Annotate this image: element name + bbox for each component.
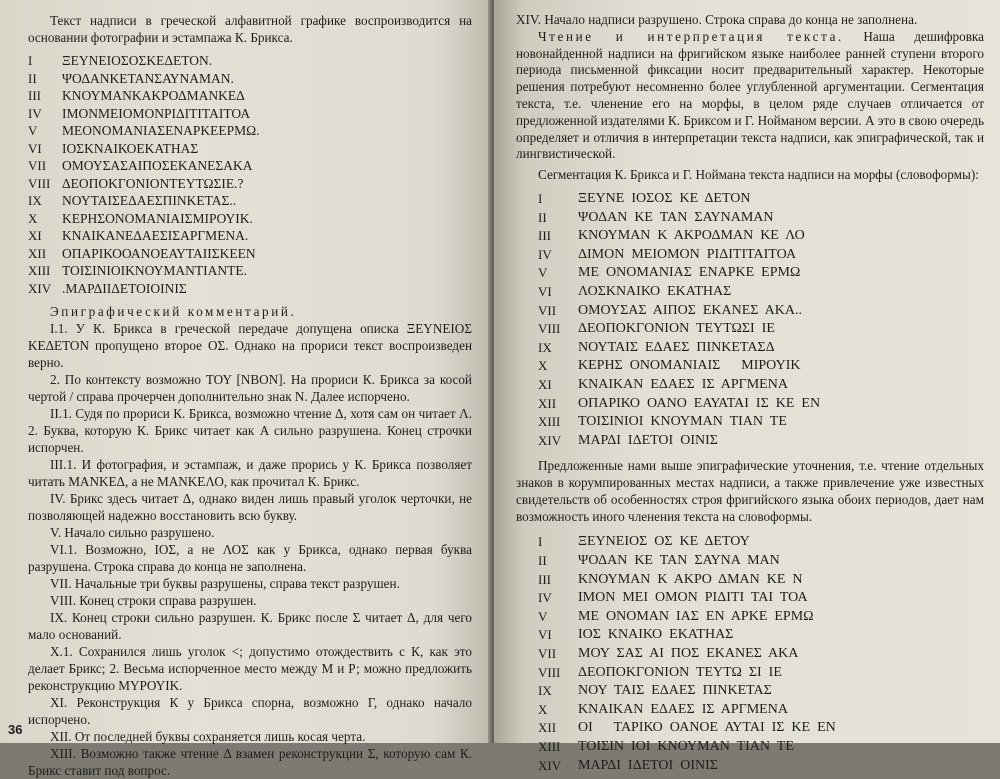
line-text: ΜΑΡΔΙ ΙΔΕΤΟΙ ΟΙΝΙΣ (578, 757, 718, 773)
greek-line (28, 192, 472, 210)
line-number: VIII (538, 664, 561, 680)
line-number: V (28, 123, 38, 138)
comment-paragraph: III.1. И фотография, и эстампаж, и даже прорись у К. Брикса позволяет читать ΜΑΝΚΕΔ, а не ΜΑΝΚΕΛΟ, как прочитал К. Брикс. (28, 457, 472, 489)
greek-line (28, 140, 472, 158)
segmentation-line (538, 209, 984, 228)
segmentation-intro: Сегментация К. Брикса и Г. Ноймана текста надписи на морфы (словоформы): (538, 167, 979, 183)
line-text: ΞΕΥΝΕΙΟΣΟΣΚΕΔΕΤΟΝ. (62, 53, 213, 68)
line-number: IV (28, 105, 42, 121)
line-number: XIV (538, 757, 562, 773)
line-text: ΨΟΔΑΝ ΚΕ ΤΑΝ ΣΑΥΝΑ ΜΑΝ (578, 553, 780, 569)
line-number: II (28, 70, 37, 86)
page-number: 36 (8, 722, 23, 737)
line-text: ΟΙ ΤΑΡΙΚΟ ΟΑΝΟΕ ΑΥΤΑΙ ΙΣ ΚΕ ΕΝ (578, 720, 836, 736)
line-number: X (538, 358, 548, 374)
comment-paragraph: VI.1. Возможно, ΙΟΣ, а не ΛΟΣ как у Брикса, однако первая буква разрушена. Строка справа до конца не заполнена. (28, 542, 472, 574)
comment-paragraph: I.1. У К. Брикса в греческой передаче допущена описка ΞΕΥΝΕΙΟΣ ΚΕΔΕΤΟΝ пропущено второе ΟΣ. Однако на прориси текст воспроизведен верно. (28, 321, 472, 370)
line-text: ΚΝΑΙΚΑΝ ΕΔΑΕΣ ΙΣ ΑΡΓΜΕΝΑ (578, 701, 788, 717)
line-text: ΟΠΑΡΙΚΟ ΟΑΝΟ ΕΑΥΑΤΑΙ ΙΣ ΚΕ ΕΝ (578, 395, 821, 411)
line-text: ΚΕΡΗΣ ΟΝΟΜΑΝΙΑΙΣ ΜΙΡΟΥΙΚ (578, 358, 801, 374)
line-number: II (538, 553, 547, 569)
line-text: ΟΜΟΥΣΑΣΑΙΠΟΣΕΚΑΝΕΣΑΚΑ (62, 158, 253, 173)
line-number: VII (538, 302, 557, 318)
segmentation-line (538, 757, 984, 776)
line-text: .ΜΑΡΔΙΙΔΕΤΟΙΟΙΝΙΣ (62, 280, 187, 296)
greek-line (28, 280, 472, 298)
greek-line (28, 87, 472, 105)
intro-paragraph: Текст надписи в греческой алфавитной графике воспроизводится на основании фотографии и эстампажа К. Брикса. (28, 13, 472, 45)
line-number: IX (538, 339, 552, 355)
comment-paragraph: XIII. Возможно также чтение Δ взамен реконструкции Σ, которую сам К. Брикс ставит под вопрос. (28, 746, 472, 778)
line-number: IV (538, 590, 552, 606)
segmentation-line (538, 608, 984, 627)
left-page (0, 0, 492, 778)
line-text: ΚΝΑΙΚΑΝΕΔΑΕΣΙΣΑΡΓΜΕΝΑ. (62, 228, 249, 243)
line-number: VII (28, 158, 47, 173)
greek-line (28, 245, 472, 263)
line-number: III (28, 88, 41, 103)
segmentation-line (538, 589, 984, 608)
segmentation-line (538, 283, 984, 302)
line-number: X (538, 701, 548, 717)
segmentation-line (538, 339, 984, 358)
line-number: I (538, 534, 543, 550)
comment-paragraph: 2. По контексту возможно ΤΟΥ [ΝΒΟΝ]. На прориси К. Брикса за косой чертой / справа прочерчен дополнительно знак Ν. Далее испорчено. (28, 372, 472, 404)
segmentation-line (538, 376, 984, 395)
epigraphic-comments (28, 320, 472, 779)
segmentation-line (538, 701, 984, 720)
greek-line (28, 227, 472, 245)
comment-paragraph: XI. Реконструкция К у Брикса спорна, возможно Г, однако начало испорчено. (28, 695, 472, 727)
line-text: ΨΟΔΑΝ ΚΕ ΤΑΝ ΣΑΥΝΑΜΑΝ (578, 209, 774, 225)
line-number: VI (28, 140, 42, 156)
line-text: ΜΑΡΔΙ ΙΔΕΤΟΙ ΟΙΝΙΣ (578, 432, 718, 448)
segmentation-list-proposed (538, 533, 984, 775)
segmentation-line (538, 357, 984, 376)
segmentation-line (538, 719, 984, 738)
line-number: I (538, 190, 543, 206)
segmentation-line (538, 664, 984, 683)
greek-line (28, 52, 472, 70)
reading-paragraph (516, 29, 984, 163)
right-page (494, 0, 1000, 773)
greek-line (28, 70, 472, 88)
line-number: XI (28, 228, 42, 243)
line-text: ΤΟΙΣΙΝΙΟΙ ΚΝΟΥΜΑΝ ΤΙΑΝ ΤΕ (578, 414, 787, 430)
segmentation-line (538, 413, 984, 432)
line-text: ΚΝΑΙΚΑΝ ΕΔΑΕΣ ΙΣ ΑΡΓΜΕΝΑ (578, 376, 788, 392)
line-text: ΤΟΙΣΙΝ ΙΟΙ ΚΝΟΥΜΑΝ ΤΙΑΝ ΤΕ (578, 739, 794, 754)
line-text: ΜΕ ΟΝΟΜΑΝΙΑΣ ΕΝΑΡΚΕ ΕΡΜΩ (578, 265, 801, 281)
line-number: IV (538, 246, 552, 262)
greek-text-lines (28, 52, 472, 297)
line-text: ΚΝΟΥΜΑΝΚΑΚΡΟΔΜΑΝΚΕΔ (62, 88, 245, 103)
line-number: VI (538, 283, 552, 299)
line-number: III (538, 571, 551, 587)
line-number: XIV (538, 432, 562, 448)
line-text: ΜΕ ΟΝΟΜΑΝ ΙΑΣ ΕΝ ΑΡΚΕ ΕΡΜΩ (578, 608, 814, 624)
line-number: VII (538, 646, 557, 662)
segmentation-line (538, 432, 984, 451)
segmentation-line (538, 645, 984, 664)
greek-line (28, 157, 472, 175)
line-number: XI (538, 376, 552, 392)
line-text: ΙΟΣ ΚΝΑΙΚΟ ΕΚΑΤΗΑΣ (578, 627, 734, 643)
line-text: ΙΜΟΝ ΜΕΙ ΟΜΟΝ ΡΙΔΙΤΙ ΤΑΙ ΤΟΑ (578, 590, 808, 606)
line-number: II (538, 209, 547, 225)
line-text: ΔΕΟΠΟΚΓΟΝΙΟΝ ΤΕΥΤΩ ΣΙ ΙΕ (578, 664, 782, 680)
line-text: ΨΟΔΑΝΚΕΤΑΝΣΑΥΝΑΜΑΝ. (62, 70, 234, 86)
line-text: ΞΕΥΝΕΙΟΣ ΟΣ ΚΕ ΔΕΤΟΥ (578, 534, 750, 550)
line-number: XIV (28, 280, 52, 296)
segmentation-line (538, 227, 984, 246)
comment-paragraph: V. Начало сильно разрушено. (50, 525, 215, 540)
segmentation-line (538, 552, 984, 571)
line-number: X (28, 210, 38, 226)
line-number: XII (28, 245, 47, 261)
segmentation-line (538, 738, 984, 757)
greek-line (28, 122, 472, 140)
comment-paragraph: VII. Начальные три буквы разрушены, справа текст разрушен. (50, 576, 400, 591)
line-number: XIII (538, 414, 561, 430)
line-number: I (28, 53, 33, 68)
line-text: ΟΠΑΡΙΚΟΟΑΝΟΕΑΥΤΑΙΙΣΚΕΕΝ (62, 245, 256, 261)
line-text: ΙΟΣΚΝΑΙΚΟΕΚΑΤΗΑΣ (62, 140, 199, 156)
line-text: ΚΝΟΥΜΑΝ Κ ΑΚΡΟ ΔΜΑΝ ΚΕ Ν (578, 571, 803, 587)
line-text: ΟΜΟΥΣΑΣ ΑΙΠΟΣ ΕΚΑΝΕΣ ΑΚΑ.. (578, 302, 802, 318)
line-text: ΝΟΥΤΑΙΣ ΕΔΑΕΣ ΠΙΝΚΕΤΑΣΔ (578, 339, 775, 355)
line-number: IX (28, 193, 42, 208)
line-number: XIII (28, 263, 51, 278)
line-text: ΝΟΥ ΤΑΙΣ ΕΔΑΕΣ ΠΙΝΚΕΤΑΣ (578, 683, 772, 699)
line-number: III (538, 228, 551, 244)
line-number: XII (538, 720, 557, 736)
comment-paragraph: II.1. Судя по прориси К. Брикса, возможно чтение Δ, хотя сам он читает Λ. 2. Буква, которую К. Брикс читает как Α сильно разрушена. Конец строчки испорчен. (28, 406, 472, 455)
segmentation-line (538, 682, 984, 701)
segmentation-line (538, 320, 984, 339)
line-text: ΔΕΟΠΟΚΓΟΝΙΟΝΤΕΥΤΩΣΙΕ.? (62, 175, 244, 191)
line-number: V (538, 265, 548, 281)
segmentation-line (538, 302, 984, 321)
line-text: ΜΕΟΝΟΜΑΝΙΑΣΕΝΑΡΚΕΕΡΜΩ. (62, 123, 260, 138)
line-number: VI (538, 627, 552, 643)
line-number: VIII (538, 321, 561, 337)
line-text: ΙΜΟΝΜΕΙΟΜΟΝΡΙΔΙΤΙΤΑΙΤΟΑ (62, 105, 251, 121)
reading-text: Наша дешифровка новонайденной надписи на фригийском языке наиболее ранней ступени второго периода письменной фиксации носит предварительный характер. Некоторые решения потребуют несомненно более углубленной аргументации. Сегментация текста, т.е. членение его на морфы, в целом ряде случаев отличается от предложенной издателями К. Бриксом и Г. Нойманом версии. А это в свою очередь определяет и отличия в интерпретации текста надписи, как эпиграфической, так и лингвистической. (516, 28, 984, 162)
line-text: ΜΟΥ ΣΑΣ ΑΙ ΠΟΣ ΕΚΑΝΕΣ ΑΚΑ (578, 646, 799, 662)
comment-paragraph: X.1. Сохранился лишь уголок <; допустимо отождествить с К, как это делает Брикс; 2. Весьма испорченное место между М и Р; можно предложить реконструкцию ΜΥΡΟΥΙΚ. (28, 644, 472, 693)
line-number: VIII (28, 175, 51, 191)
segmentation-line (538, 264, 984, 283)
line-text: ΞΕΥΝΕ ΙΟΣΟΣ ΚΕ ΔΕΤΟΝ (578, 190, 751, 206)
segmentation-line (538, 626, 984, 645)
segmentation-line (538, 246, 984, 265)
line-number: XIII (538, 739, 561, 754)
line-text: ΔΙΜΟΝ ΜΕΙΟΜΟΝ ΡΙΔΙΤΙΤΑΙΤΟΑ (578, 246, 797, 262)
line-number: IX (538, 683, 552, 699)
greek-line (28, 105, 472, 123)
greek-line (28, 210, 472, 228)
line-number: XII (538, 395, 557, 411)
line-text: ΤΟΙΣΙΝΙΟΙΚΝΟΥΜΑΝΤΙΑΝΤΕ. (62, 263, 248, 278)
segmentation-line (538, 395, 984, 414)
segmentation-line (538, 190, 984, 209)
segmentation-line (538, 571, 984, 590)
comment-paragraph: IX. Конец строки сильно разрушен. К. Брикс после Σ читает Δ, для чего мало оснований. (28, 610, 472, 642)
reading-heading: Чтение и интерпретация текста. (538, 28, 844, 44)
segmentation-line (538, 533, 984, 552)
comment-paragraph: VIII. Конец строки справа разрушен. (50, 593, 257, 608)
proposal-paragraph: Предложенные нами выше эпиграфические уточнения, т.е. чтение отдельных знаков в корумпированных местах надписи, а также привлечение уже известных свидетельств об особенностях строя фригийского языка обоих периодов, дает нам возможность иного членения текста на словоформы. (516, 458, 984, 524)
comment-heading: Эпиграфический комментарий. (50, 304, 297, 319)
greek-line (28, 262, 472, 280)
comment-paragraph: XII. От последней буквы сохраняется лишь косая черта. (50, 729, 366, 744)
line-text: ΚΕΡΗΣΟΝΟΜΑΝΙΑΙΣΜΙΡΟΥΙΚ. (62, 210, 253, 226)
greek-line (28, 175, 472, 193)
line-text: ΝΟΥΤΑΙΣΕΔΑΕΣΠΙΝΚΕΤΑΣ.. (62, 193, 237, 208)
line-number: V (538, 608, 548, 624)
line-text: ΚΝΟΥΜΑΝ Κ ΑΚΡΟΔΜΑΝ ΚΕ ΛΟ (578, 228, 805, 244)
line-text: ΔΕΟΠΟΚΓΟΝΙΟΝ ΤΕΥΤΩΣΙ ΙΕ (578, 321, 775, 337)
line-text: ΛΟΣΚΝΑΙΚΟ ΕΚΑΤΗΑΣ (578, 283, 732, 299)
segmentation-list-brixhe (538, 190, 984, 450)
top-line: XIV. Начало надписи разрушено. Строка справа до конца не заполнена. (516, 12, 918, 27)
comment-paragraph: IV. Брикс здесь читает Δ, однако виден лишь правый уголок черточки, не позволяющей надежно восстановить всю букву. (28, 491, 472, 523)
